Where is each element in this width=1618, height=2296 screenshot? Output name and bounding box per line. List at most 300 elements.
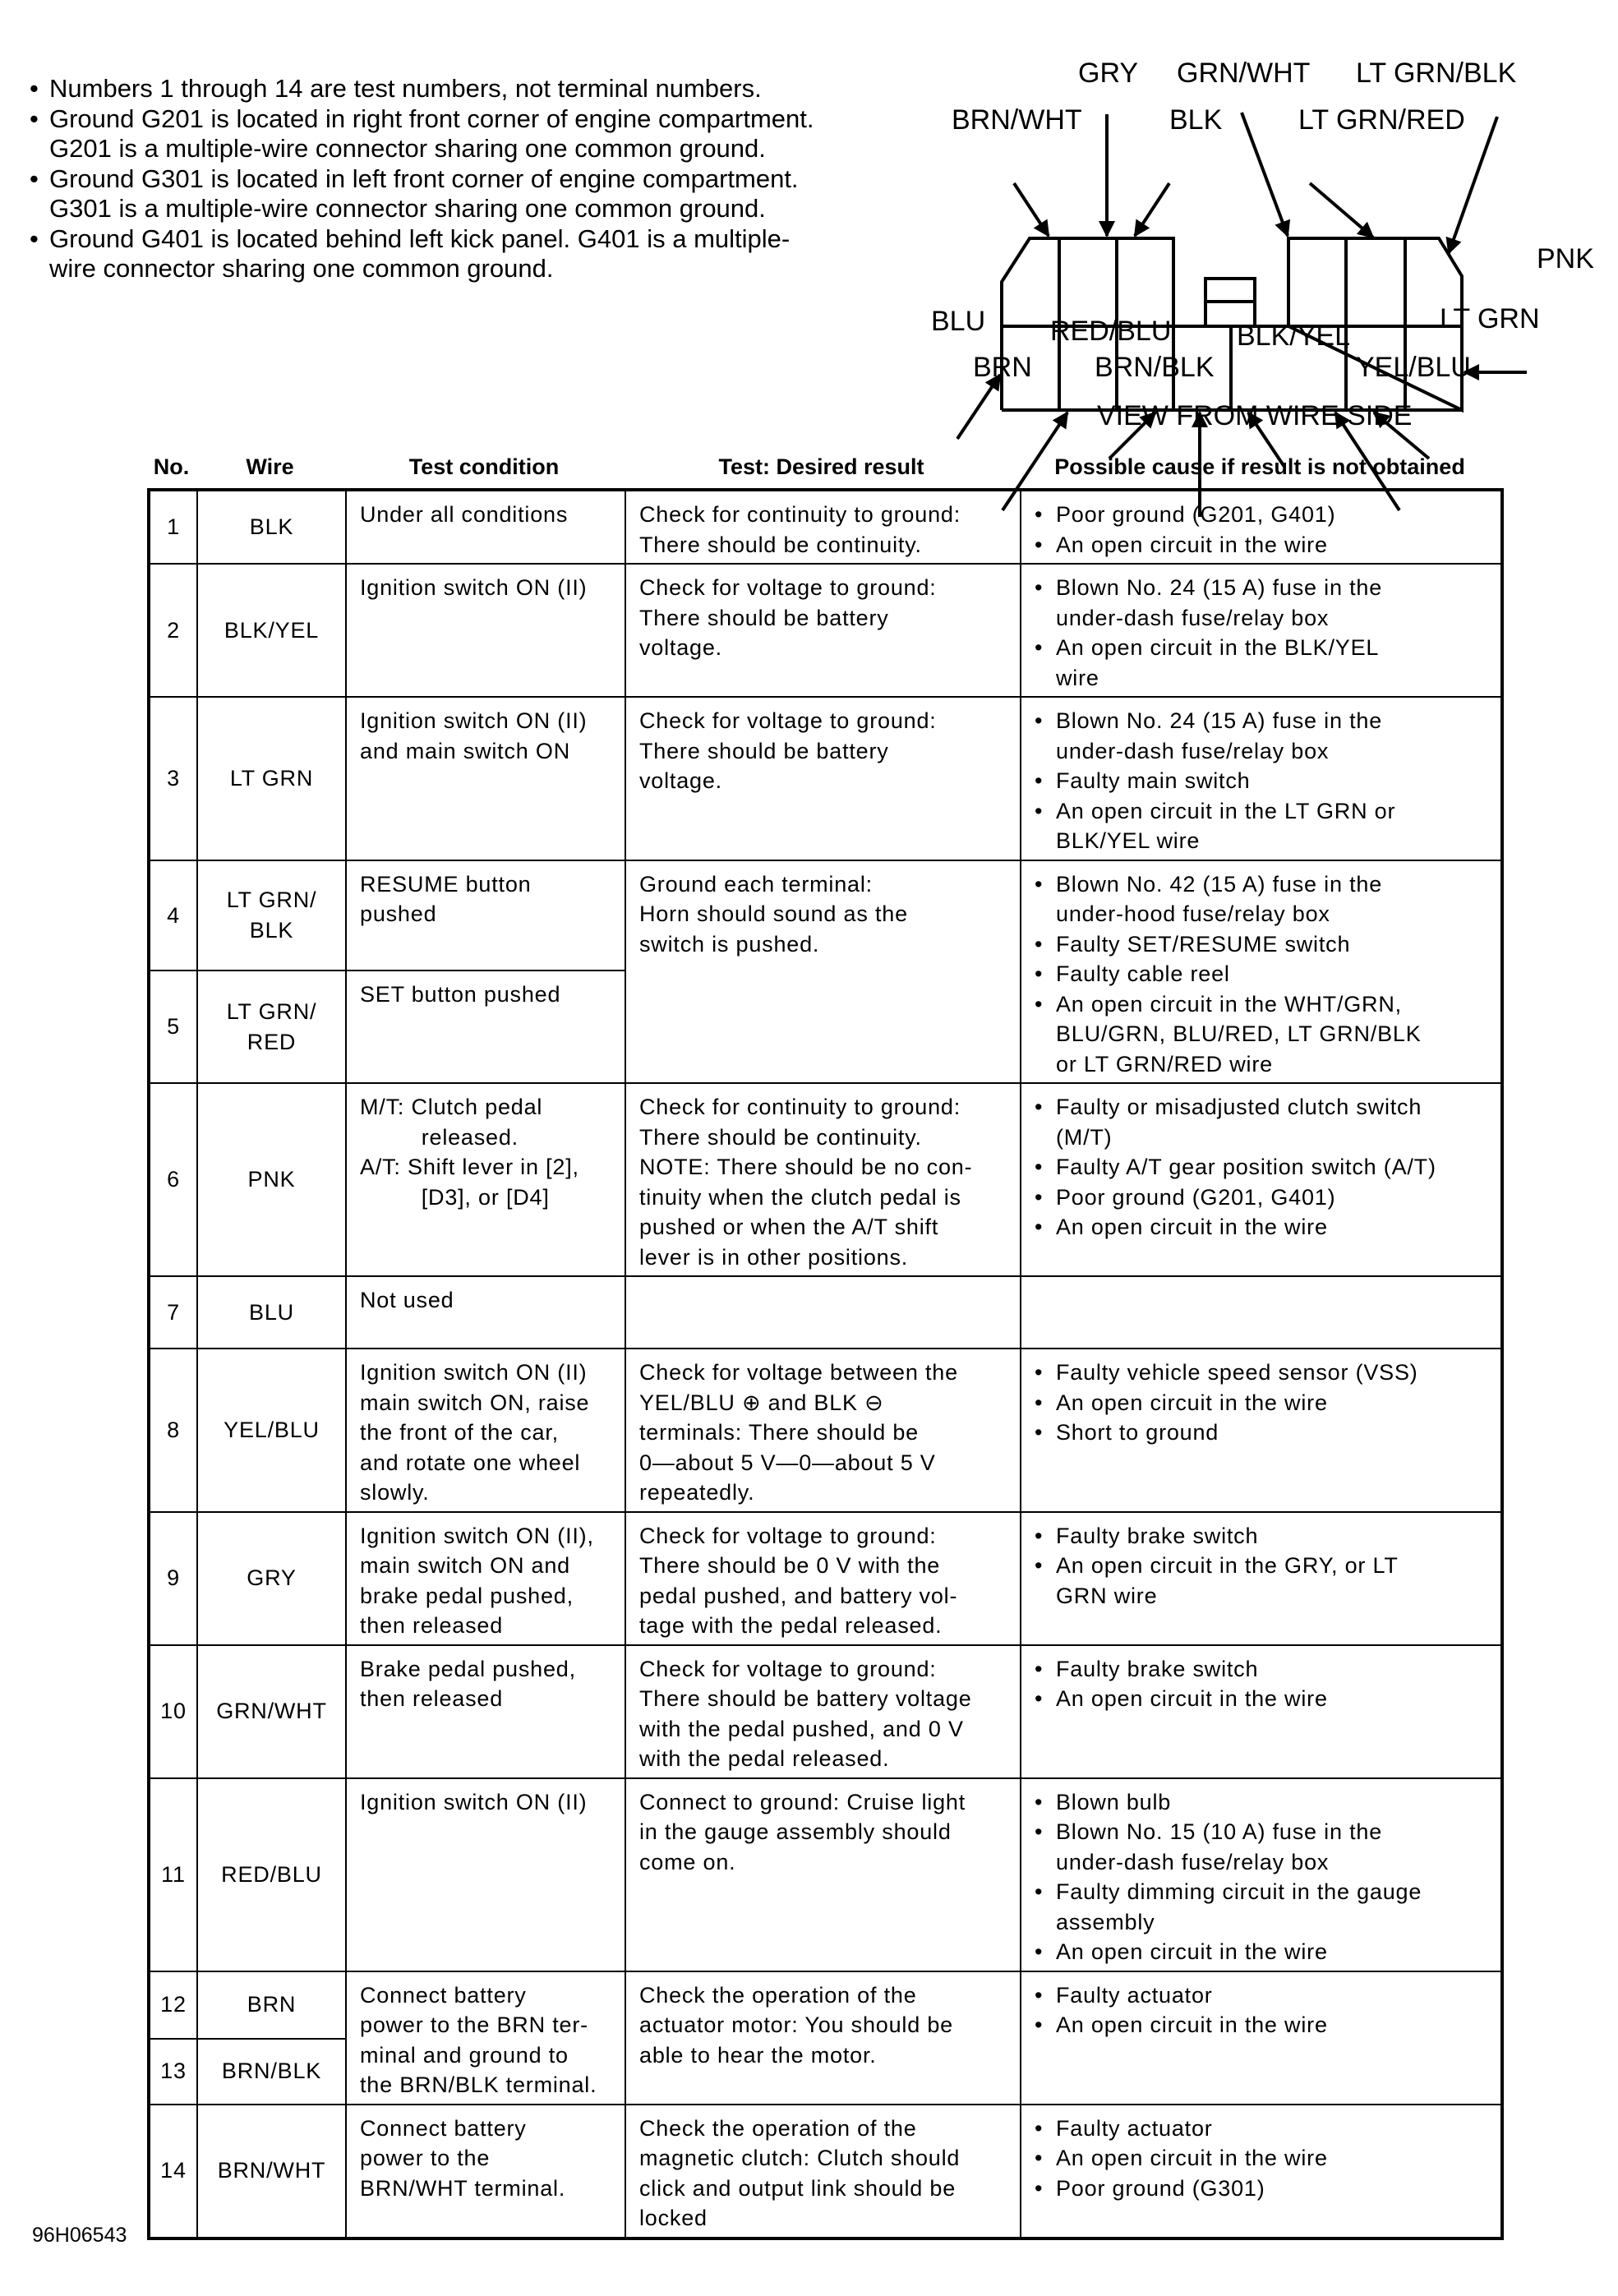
wire-color (197, 1276, 346, 1349)
desired-result (625, 490, 1021, 564)
cell-line: LT GRN/ (226, 999, 317, 1025)
table-row (149, 1349, 1502, 1512)
bullet-icon: • (1035, 1155, 1044, 1179)
cell-line: SET button pushed (360, 982, 561, 1007)
test-number: 4 (149, 860, 197, 971)
cause-item (1035, 500, 1487, 530)
possible-cause-cell (1021, 1778, 1502, 1971)
label-blu: BLU (931, 306, 986, 337)
cell-line: Check for voltage to ground: (639, 1523, 937, 1548)
cell-line: PNK (247, 1167, 296, 1192)
bullet-icon: • (1035, 1360, 1044, 1385)
bullet-icon: • (1035, 2115, 1044, 2141)
cell-line: Faulty or misadjusted clutch switch (1056, 1095, 1422, 1119)
cell-line: Ignition switch ON (II) (360, 1789, 588, 1814)
cause-item (1035, 573, 1487, 633)
cell-line: Horn should sound as the (639, 901, 908, 926)
cell-line: Faulty brake switch (1056, 1656, 1259, 1681)
cause-item (1035, 1183, 1487, 1213)
test-number: 2 (149, 564, 197, 697)
cause-item (1035, 1388, 1487, 1418)
cell-line: under-hood fuse/relay box (1056, 901, 1330, 926)
cell-line: pushed or when the A/T shift (639, 1215, 939, 1239)
cell-line: tage with the pedal released. (639, 1613, 943, 1638)
cell-line: magnetic clutch: Clutch should (639, 2146, 961, 2170)
cause-item (1035, 1358, 1487, 1388)
test-condition (346, 970, 625, 1083)
cell-line: Faulty A/T gear position switch (A/T) (1056, 1155, 1436, 1179)
bullet-icon: • (1035, 1420, 1044, 1445)
cell-line: in the gauge assembly should (639, 1819, 952, 1844)
cell-line: under-dash fuse/relay box (1056, 605, 1330, 630)
possible-cause-cell (1021, 1512, 1502, 1645)
cell-line: Blown No. 24 (15 A) fuse in the (1056, 708, 1383, 733)
note-line: Ground G201 is located in right front corner of engine compartment. (49, 104, 814, 133)
desired-result (625, 1645, 1021, 1778)
bullet-icon: • (1035, 2175, 1044, 2201)
wire-color (197, 564, 346, 697)
desired-result (625, 1349, 1021, 1512)
test-number: 3 (149, 697, 197, 860)
desired-result (625, 1512, 1021, 1645)
bullet-icon: • (1035, 961, 1044, 986)
cell-line: BLK/YEL (224, 617, 320, 643)
cell-line: Faulty SET/RESUME switch (1056, 931, 1351, 957)
test-number: 1 (149, 490, 197, 564)
cause-item (1035, 1877, 1487, 1937)
test-number: 7 (149, 1276, 197, 1349)
cell-line: Connect to ground: Cruise light (639, 1789, 966, 1814)
cell-line: BLU/GRN, BLU/RED, LT GRN/BLK (1056, 1021, 1422, 1046)
table-row (149, 1276, 1502, 1349)
cell-line: Check for voltage to ground: (639, 575, 937, 600)
cell-line: main switch ON and (360, 1553, 570, 1578)
note-line: Ground G301 is located in left front corner of engine compartment. (49, 164, 799, 193)
bullet-icon: • (1035, 635, 1044, 660)
note-line: G201 is a multiple-wire connector sharing one common ground. (49, 134, 766, 163)
desired-result (625, 697, 1021, 860)
test-condition (346, 860, 625, 971)
cell-line: Faulty dimming circuit in the gauge (1056, 1879, 1422, 1904)
cell-line: Faulty actuator (1056, 1982, 1213, 2008)
cell-line: Ignition switch ON (II) (360, 575, 588, 600)
possible-cause-cell (1021, 1349, 1502, 1512)
cell-line: Faulty actuator (1056, 2115, 1213, 2141)
cell-line: power to the (360, 2146, 491, 2170)
cell-line: An open circuit in the WHT/GRN, (1056, 991, 1402, 1017)
cell-line: There should be continuity. (639, 532, 922, 557)
bullet-icon: • (1035, 532, 1044, 557)
cell-line: An open circuit in the wire (1056, 2012, 1328, 2037)
cell-line: and rotate one wheel (360, 1450, 581, 1475)
cell-line: Blown No. 42 (15 A) fuse in the (1056, 871, 1383, 897)
cell-line: under-dash fuse/relay box (1056, 1849, 1330, 1874)
possible-cause-cell (1021, 1083, 1502, 1276)
cell-line: switch is pushed. (639, 931, 820, 957)
cell-line: voltage. (639, 635, 722, 660)
possible-cause-cell (1021, 697, 1502, 860)
desired-result (625, 564, 1021, 697)
possible-cause-cell (1021, 564, 1502, 697)
cell-line: Poor ground (G301) (1056, 2175, 1265, 2201)
table-row (149, 1512, 1502, 1645)
cell-line: RED (247, 1029, 297, 1054)
cell-line: BRN/WHT (217, 2158, 326, 2183)
cell-line: There should be battery voltage (639, 1686, 972, 1711)
cell-line: RED/BLU (221, 1861, 322, 1887)
table-row (149, 697, 1502, 860)
cell-line: Under all conditions (360, 502, 569, 527)
cell-line: pedal pushed, and battery vol- (639, 1583, 958, 1608)
cause-item (1035, 706, 1487, 766)
cell-line: Ignition switch ON (II) (360, 1360, 588, 1385)
cell-line: There should be battery (639, 738, 889, 763)
header-desired-result: Test: Desired result (718, 454, 924, 479)
cause-item (1035, 796, 1487, 856)
cell-line: terminals: There should be (639, 1420, 919, 1445)
cell-line: lever is in other positions. (639, 1244, 909, 1270)
table-row (149, 490, 1502, 564)
label-brn-blk: BRN/BLK (1095, 352, 1215, 383)
test-condition (346, 1971, 625, 2105)
table-row (149, 1645, 1502, 1778)
bullet-icon: • (1035, 1819, 1044, 1844)
label-red-blu: RED/BLU (1050, 316, 1172, 347)
wire-color (197, 1971, 346, 2039)
wire-color (197, 1645, 346, 1778)
cell-line: BLK (249, 917, 294, 943)
table-row (149, 1971, 1502, 2039)
cell-line: able to hear the motor. (639, 2042, 877, 2068)
note-line: G301 is a multiple-wire connector sharing one common ground. (49, 194, 766, 223)
cell-line: Connect battery (360, 1982, 527, 2008)
test-number: 5 (149, 970, 197, 1083)
possible-cause-cell (1021, 1971, 1502, 2105)
test-number: 10 (149, 1645, 197, 1778)
cause-item (1035, 1654, 1487, 1685)
bullet-icon: • (1035, 1939, 1044, 1964)
possible-cause-cell (1021, 490, 1502, 564)
cause-item (1035, 1937, 1487, 1967)
test-condition (346, 1349, 625, 1512)
label-brn-wht: BRN/WHT (952, 104, 1082, 136)
cell-line: Check for voltage between the (639, 1360, 958, 1385)
note-line: Numbers 1 through 14 are test numbers, not terminal numbers. (49, 74, 762, 103)
cause-item (1035, 766, 1487, 796)
cell-line: RESUME button (360, 871, 532, 897)
wire-color (197, 1083, 346, 1276)
cell-line: An open circuit in the LT GRN or (1056, 798, 1396, 823)
cell-line: Blown bulb (1056, 1789, 1172, 1814)
bullet-icon: • (1035, 1879, 1044, 1904)
cell-line: voltage. (639, 768, 722, 793)
cell-line: An open circuit in the wire (1056, 1215, 1328, 1239)
label-lt-grn-blk: LT GRN/BLK (1356, 58, 1517, 89)
bullet-icon: • (1035, 1789, 1044, 1814)
wire-color (197, 1349, 346, 1512)
cell-line: Check for continuity to ground: (639, 502, 961, 527)
cell-line: Ignition switch ON (II), (360, 1523, 594, 1548)
label-yel-blu: YEL/BLU (1356, 352, 1471, 383)
cause-item (1035, 1980, 1487, 2011)
desired-result (625, 1276, 1021, 1349)
cell-line: BLK/YEL wire (1056, 828, 1201, 853)
header-possible-cause: Possible cause if result is not obtained (1054, 454, 1465, 479)
table-header (147, 454, 1500, 480)
cell-line: An open circuit in the wire (1056, 1390, 1328, 1415)
cell-line: or LT GRN/RED wire (1056, 1051, 1273, 1077)
header-no: No. (153, 454, 190, 479)
wire-color (197, 697, 346, 860)
wire-color (197, 490, 346, 564)
cell-line: Blown No. 15 (10 A) fuse in the (1056, 1819, 1383, 1844)
cell-line: YEL/BLU ⊕ and BLK ⊖ (639, 1390, 884, 1415)
test-number: 11 (149, 1778, 197, 1971)
label-pnk: PNK (1537, 243, 1594, 274)
bullet-icon: • (30, 104, 39, 133)
cell-line: then released (360, 1613, 504, 1638)
cell-line: GRN/WHT (216, 1699, 327, 1724)
note-line: wire connector sharing one common ground. (49, 254, 554, 283)
cell-line: BRN/BLK (221, 2059, 322, 2084)
cause-item (1035, 989, 1487, 1080)
cell-line: under-dash fuse/relay box (1056, 738, 1330, 763)
cause-item (1035, 1787, 1487, 1818)
bullet-icon: • (1035, 1523, 1044, 1548)
figure-code: 96H06543 (32, 2224, 127, 2247)
test-condition (346, 1778, 625, 1971)
cell-line: Faulty main switch (1056, 768, 1251, 793)
cell-line: and main switch ON (360, 738, 570, 763)
table-row (149, 1778, 1502, 1971)
cause-item (1035, 1551, 1487, 1611)
bullet-icon: • (1035, 1553, 1044, 1578)
cell-line: Faulty cable reel (1056, 961, 1230, 986)
cell-line: BLK (249, 514, 294, 540)
bullet-icon: • (1035, 1982, 1044, 2008)
desired-result (625, 1083, 1021, 1276)
bullet-icon: • (1035, 871, 1044, 897)
possible-cause-cell (1021, 2105, 1502, 2238)
cell-line: main switch ON, raise (360, 1390, 590, 1415)
cell-line: BLU (249, 1299, 294, 1325)
bullet-icon: • (30, 164, 39, 193)
cell-line: slowly. (360, 1480, 430, 1505)
cell-line: An open circuit in the BLK/YEL (1056, 635, 1380, 660)
cell-line: An open circuit in the wire (1056, 1939, 1328, 1964)
possible-cause-cell (1021, 860, 1502, 1084)
cell-line: M/T: Clutch pedal (360, 1095, 543, 1119)
label-gry: GRY (1078, 58, 1139, 89)
bullet-icon: • (1035, 575, 1044, 600)
test-condition (346, 1083, 625, 1276)
cell-line: Check the operation of the (639, 1982, 917, 2008)
cell-line: Faulty vehicle speed sensor (VSS) (1056, 1360, 1418, 1385)
bullet-icon: • (1035, 991, 1044, 1017)
test-number: 8 (149, 1349, 197, 1512)
cause-item (1035, 1212, 1487, 1243)
cell-line: An open circuit in the GRY, or LT (1056, 1553, 1399, 1578)
cell-line: NOTE: There should be no con- (639, 1155, 973, 1179)
bullet-icon: • (30, 74, 39, 103)
cell-line: minal and ground to (360, 2042, 569, 2068)
cell-line: An open circuit in the wire (1056, 1686, 1328, 1711)
bullet-icon: • (1035, 931, 1044, 957)
cause-item (1035, 633, 1487, 693)
cause-item (1035, 929, 1487, 960)
cause-item (1035, 959, 1487, 989)
cell-line: BRN (247, 1992, 297, 2017)
cell-line: LT GRN/ (226, 888, 317, 913)
cell-line: repeatedly. (639, 1480, 755, 1505)
test-condition (346, 1276, 625, 1349)
cell-line: There should be 0 V with the (639, 1553, 941, 1578)
label-blk: BLK (1169, 104, 1223, 136)
cause-item (1035, 1521, 1487, 1551)
test-number: 14 (149, 2105, 197, 2238)
table-row (149, 860, 1502, 971)
test-condition (346, 564, 625, 697)
wire-color (197, 1512, 346, 1645)
cell-line: released. (360, 1124, 519, 1150)
cell-line: There should be battery (639, 605, 889, 630)
cause-item (1035, 1092, 1487, 1152)
wire-color (197, 1778, 346, 1971)
cell-line: Check for continuity to ground: (639, 1095, 961, 1119)
bullet-icon: • (1035, 502, 1044, 527)
cell-line: locked (639, 2206, 708, 2230)
cell-line: Brake pedal pushed, (360, 1656, 576, 1681)
cell-line: Not used (360, 1288, 454, 1312)
cell-line: with the pedal released. (639, 1746, 890, 1771)
bullet-icon: • (1035, 1095, 1044, 1119)
cause-item (1035, 2174, 1487, 2204)
label-brn: BRN (973, 352, 1032, 383)
test-table (147, 488, 1504, 2240)
test-condition (346, 697, 625, 860)
cell-line: Check for voltage to ground: (639, 708, 937, 733)
table-row (149, 564, 1502, 697)
possible-cause-cell (1021, 1645, 1502, 1778)
bullet-icon: • (1035, 1390, 1044, 1415)
test-number: 12 (149, 1971, 197, 2039)
cell-line: Poor ground (G201, G401) (1056, 1184, 1336, 1210)
cell-line: GRN wire (1056, 1583, 1158, 1608)
label-grn-wht: GRN/WHT (1177, 58, 1311, 89)
wire-color (197, 970, 346, 1083)
bullet-icon: • (1035, 2012, 1044, 2037)
label-lt-grn-red: LT GRN/RED (1298, 104, 1465, 136)
cell-line: An open circuit in the wire (1056, 532, 1328, 557)
table-row (149, 1083, 1502, 1276)
bullet-icon: • (1035, 2146, 1044, 2170)
desired-result (625, 1971, 1021, 2105)
test-number: 6 (149, 1083, 197, 1276)
bullet-icon: • (1035, 1184, 1044, 1210)
bullet-icon: • (1035, 1686, 1044, 1711)
cause-item (1035, 2010, 1487, 2040)
bullet-icon: • (30, 224, 39, 253)
wire-color (197, 2039, 346, 2105)
cell-line: pushed (360, 901, 437, 926)
desired-result (625, 1778, 1021, 1971)
cell-line: Connect battery (360, 2115, 527, 2141)
cell-line: An open circuit in the wire (1056, 2146, 1328, 2170)
cell-line: with the pedal pushed, and 0 V (639, 1716, 964, 1741)
cause-item (1035, 2114, 1487, 2144)
cell-line: [D3], or [D4] (360, 1184, 550, 1210)
header-test-condition: Test condition (408, 454, 560, 479)
cell-line: LT GRN (229, 766, 314, 791)
table-row (149, 2105, 1502, 2238)
cell-line: A/T: Shift lever in [2], (360, 1155, 579, 1179)
note-line: Ground G401 is located behind left kick panel. G401 is a multiple- (49, 224, 791, 253)
cause-item (1035, 869, 1487, 929)
bullet-icon: • (1035, 798, 1044, 823)
diagram-caption: VIEW FROM WIRE SIDE (1097, 400, 1413, 431)
cell-line: Short to ground (1056, 1420, 1219, 1445)
cell-line: GRY (247, 1565, 297, 1591)
cell-line: tinuity when the clutch pedal is (639, 1184, 961, 1210)
cause-item (1035, 2143, 1487, 2174)
possible-cause-cell (1021, 1276, 1502, 1349)
cell-line: click and output link should be (639, 2175, 957, 2201)
cell-line: power to the BRN ter- (360, 2012, 588, 2037)
cell-line: YEL/BLU (224, 1418, 320, 1442)
cell-line: assembly (1056, 1909, 1155, 1934)
label-blk-yel: BLK/YEL (1237, 320, 1350, 352)
cell-line: the front of the car, (360, 1420, 559, 1445)
cell-line: 0—about 5 V—0—about 5 V (639, 1450, 936, 1475)
test-condition (346, 490, 625, 564)
cell-line: the BRN/BLK terminal. (360, 2072, 597, 2097)
bullet-icon: • (1035, 1656, 1044, 1681)
cell-line: BRN/WHT terminal. (360, 2175, 566, 2201)
cell-line: Check the operation of the (639, 2115, 917, 2141)
test-number: 9 (149, 1512, 197, 1645)
cell-line: Poor ground (G201, G401) (1056, 502, 1336, 527)
wire-color (197, 860, 346, 971)
test-condition (346, 1645, 625, 1778)
test-condition (346, 1512, 625, 1645)
cell-line: Ground each terminal: (639, 871, 873, 897)
cause-item (1035, 530, 1487, 560)
cell-line: Blown No. 24 (15 A) fuse in the (1056, 575, 1383, 600)
test-condition (346, 2105, 625, 2238)
cause-item (1035, 1684, 1487, 1714)
bullet-icon: • (1035, 1215, 1044, 1239)
cell-line: actuator motor: You should be (639, 2012, 953, 2037)
cell-line: Ignition switch ON (II) (360, 708, 588, 733)
cell-line: then released (360, 1686, 504, 1711)
label-lt-grn: LT GRN (1440, 303, 1540, 334)
header-wire: Wire (246, 454, 294, 479)
bullet-icon: • (1035, 708, 1044, 733)
cause-item (1035, 1817, 1487, 1877)
cell-line: brake pedal pushed, (360, 1583, 574, 1608)
cell-line: come on. (639, 1849, 736, 1874)
desired-result (625, 860, 1021, 1084)
cell-line: There should be continuity. (639, 1124, 922, 1150)
test-number: 13 (149, 2039, 197, 2105)
cell-line: Faulty brake switch (1056, 1523, 1259, 1548)
cell-line: (M/T) (1056, 1124, 1113, 1150)
cell-line: Check for voltage to ground: (639, 1656, 937, 1681)
bullet-icon: • (1035, 768, 1044, 793)
cell-line: wire (1056, 665, 1099, 690)
cause-item (1035, 1152, 1487, 1183)
wire-color (197, 2105, 346, 2238)
